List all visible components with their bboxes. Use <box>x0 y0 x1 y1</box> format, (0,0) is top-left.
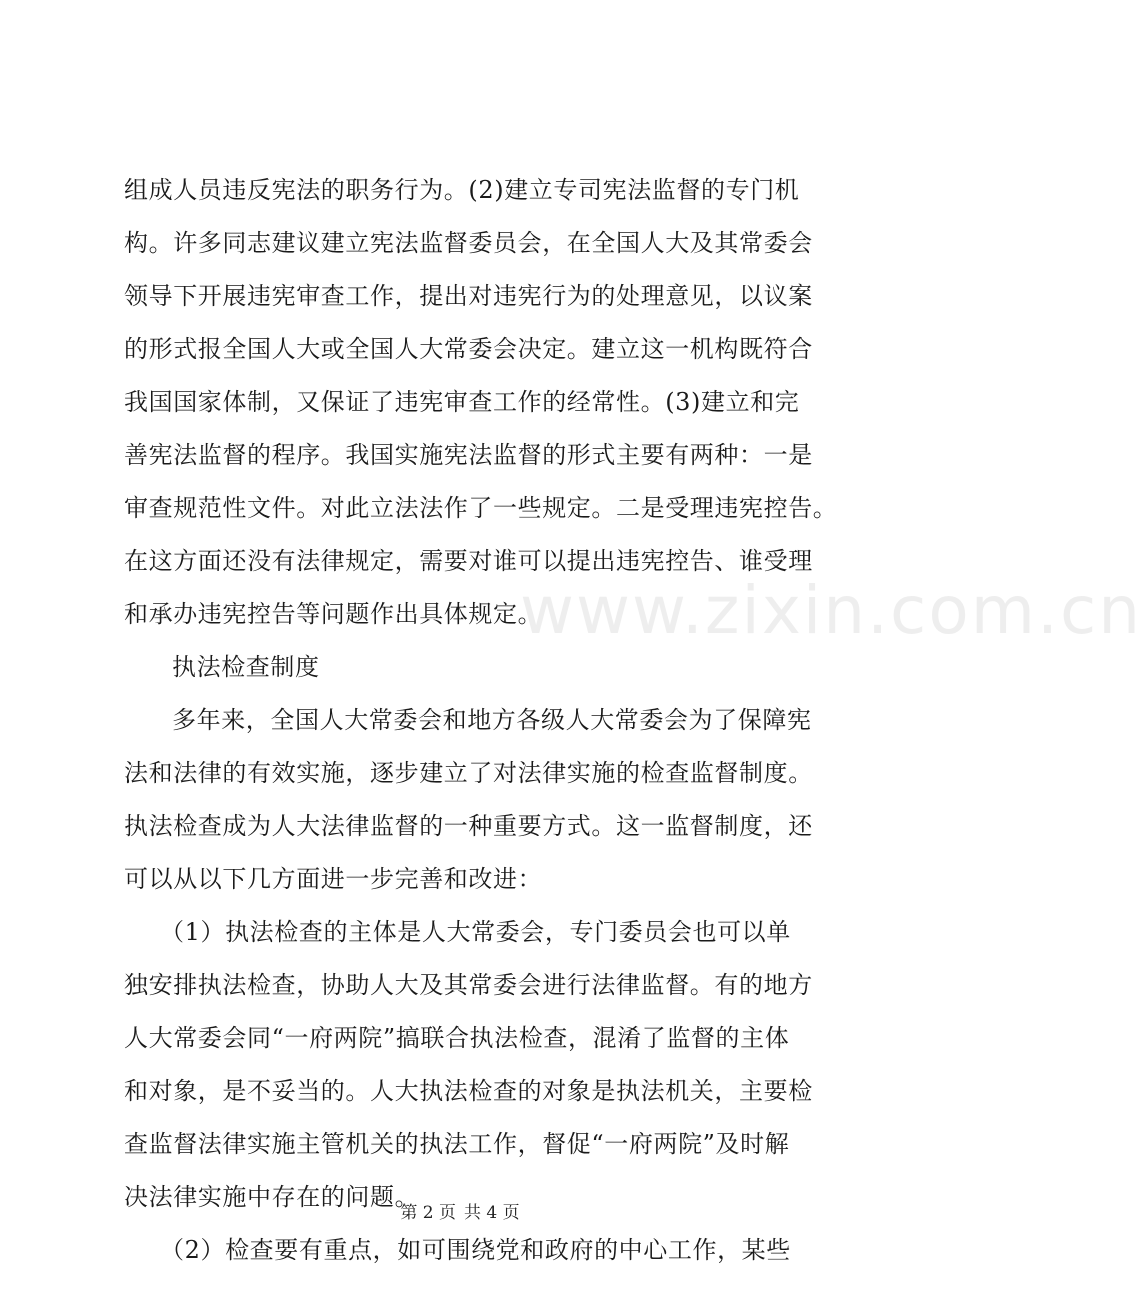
text-line: 可以从以下几方面进一步完善和改进： <box>124 865 543 893</box>
text-line: 决法律实施中存在的问题。 <box>124 1183 420 1211</box>
page-total: 共 4 页 <box>464 1203 520 1223</box>
text-line: 审查规范性文件。对此立法法作了一些规定。二是受理违宪控告。 <box>124 494 838 522</box>
page-number: 第 2 页 <box>400 1203 456 1223</box>
page-footer <box>0 1198 920 1223</box>
text-line: 和承办违宪控告等问题作出具体规定。 <box>124 600 543 628</box>
text-line: （1）执法检查的主体是人大常委会，专门委员会也可以单 <box>160 918 791 946</box>
text-line: 独安排执法检查，协助人大及其常委会进行法律监督。有的地方 <box>124 971 813 999</box>
text-line: 多年来，全国人大常委会和地方各级人大常委会为了保障宪 <box>172 706 812 734</box>
text-line: 在这方面还没有法律规定，需要对谁可以提出违宪控告、谁受理 <box>124 547 813 575</box>
text-line: 执法检查成为人大法律监督的一种重要方式。这一监督制度，还 <box>124 812 813 840</box>
text-line: 善宪法监督的程序。我国实施宪法监督的形式主要有两种：一是 <box>124 441 813 469</box>
text-line: 人大常委会同“一府两院”搞联合执法检查，混淆了监督的主体 <box>124 1024 790 1052</box>
text-line: 我国国家体制，又保证了违宪审查工作的经常性。(3)建立和完 <box>124 388 800 416</box>
text-line: 和对象，是不妥当的。人大执法检查的对象是执法机关，主要检 <box>124 1077 813 1105</box>
text-line: 组成人员违反宪法的职务行为。(2)建立专司宪法监督的专门机 <box>124 176 800 204</box>
text-line: （2）检查要有重点，如可围绕党和政府的中心工作，某些 <box>160 1236 791 1264</box>
text-line: 查监督法律实施主管机关的执法工作，督促“一府两院”及时解 <box>124 1130 790 1158</box>
section-heading: 执法检查制度 <box>172 653 320 681</box>
watermark: www.zixin.com.cn <box>520 572 1142 649</box>
text-line: 构。许多同志建议建立宪法监督委员会，在全国人大及其常委会 <box>124 229 813 257</box>
text-line: 法和法律的有效实施，逐步建立了对法律实施的检查监督制度。 <box>124 759 813 787</box>
text-line: 领导下开展违宪审查工作，提出对违宪行为的处理意见，以议案 <box>124 282 813 310</box>
text-line: 的形式报全国人大或全国人大常委会决定。建立这一机构既符合 <box>124 335 813 363</box>
